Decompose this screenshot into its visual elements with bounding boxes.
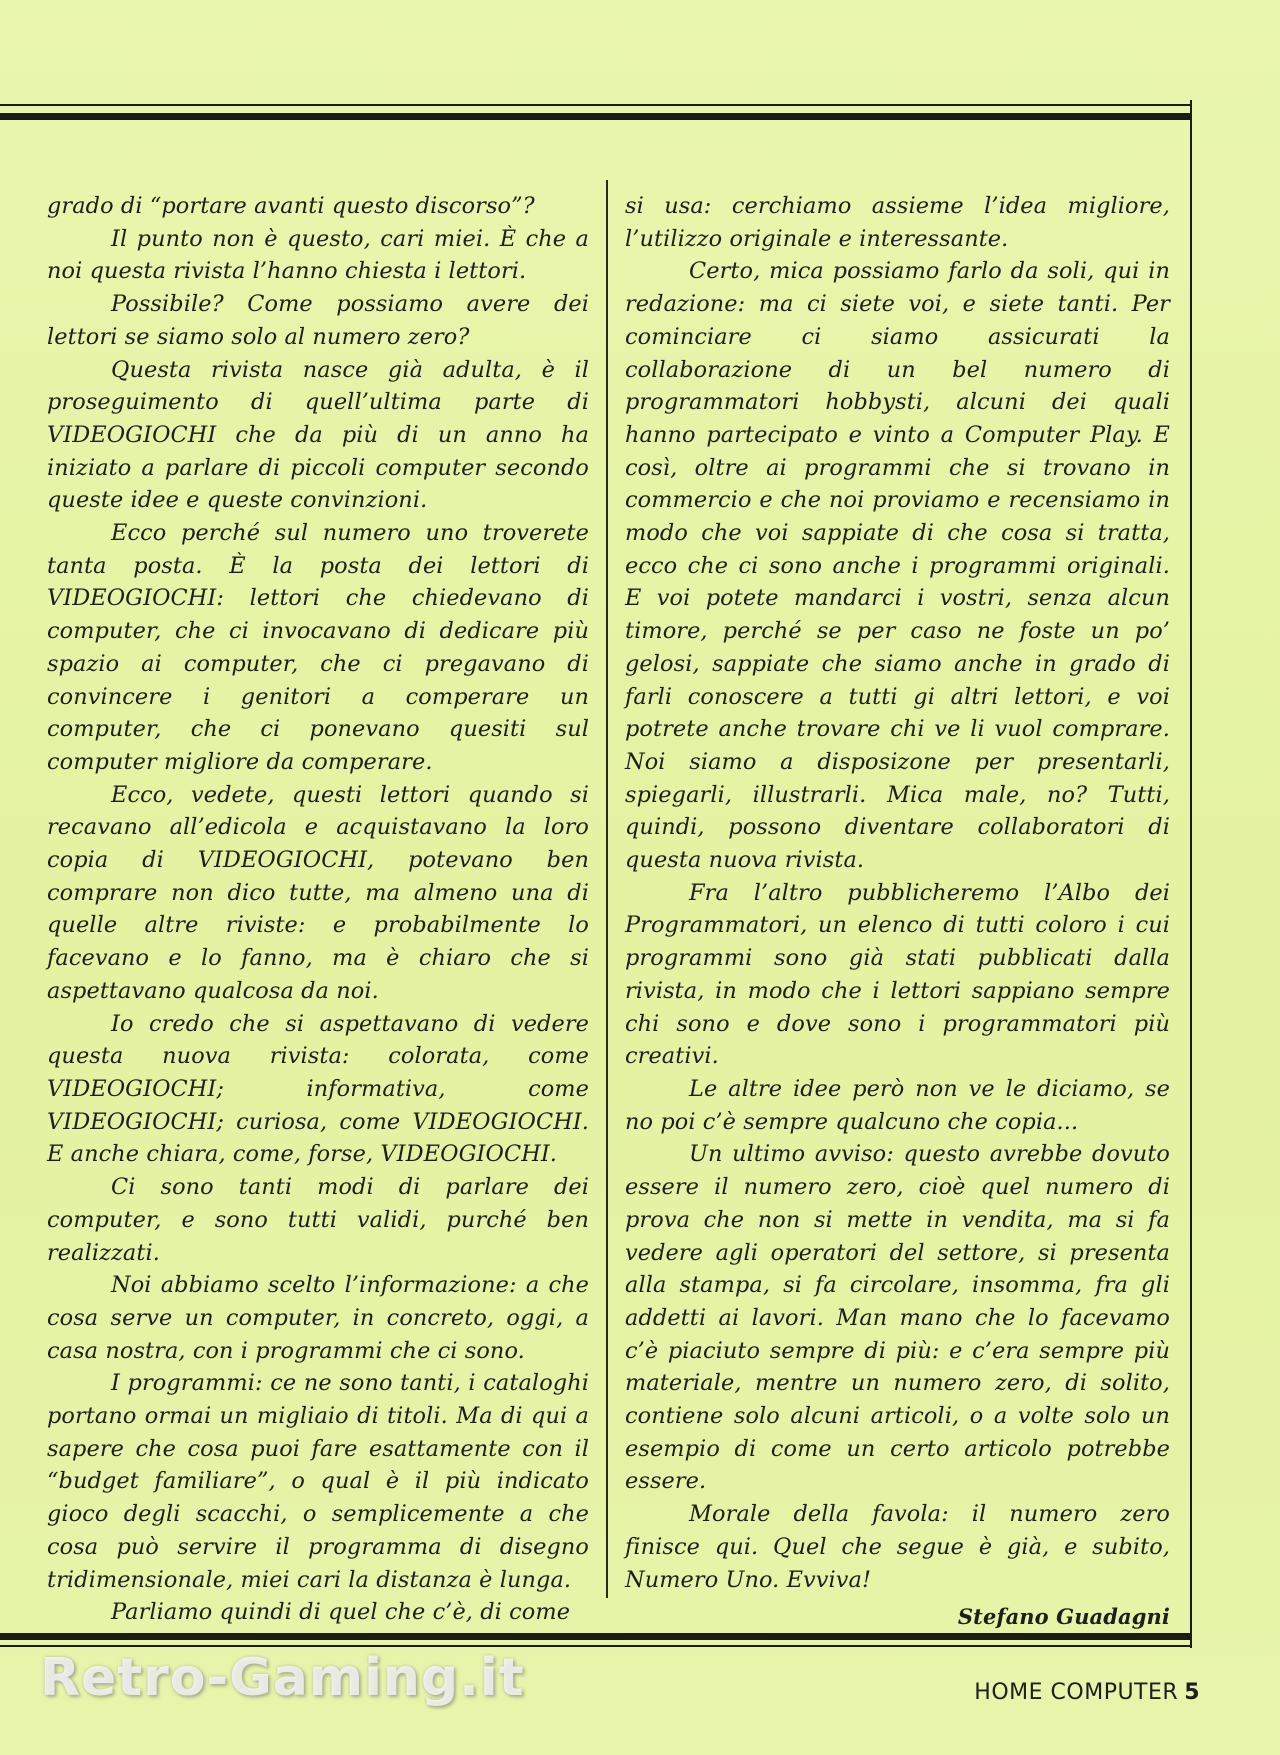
right-paragraph: Fra l’altro pubblicheremo l’Albo dei Programmatori, un elenco di tutti coloro i cui programmi sono già stati pubblicati dalla rivista, in modo che i lettori sappiano sempre chi sono e dove sono i programmatori più creativi. bbox=[625, 879, 1170, 1070]
left-paragraph: Parliamo quindi di quel che c’è, di come bbox=[111, 1599, 571, 1626]
page-footer bbox=[974, 1680, 1200, 1705]
left-paragraph: Il punto non è questo, cari miei. È che a noi questa rivista l’hanno chiesta i lettori. bbox=[47, 225, 589, 285]
right-frame-line bbox=[1190, 100, 1192, 1648]
right-paragraph: Morale della favola: il numero zero finisce qui. Quel che segue è già, e subito, Numero Uno. Evviva! bbox=[625, 1501, 1170, 1593]
left-paragraph: Io credo che si aspettavano di vedere questa nuova rivista: colorata, come VIDEOGIOCHI; informativa, come VIDEOGIOCHI; curiosa, come VIDEOGIOCHI. E anche chiara, come, forse, VIDEOGIOCHI. bbox=[47, 1010, 589, 1168]
left-paragraph: grado di “portare avanti questo discorso”? bbox=[47, 193, 535, 219]
left-paragraph: Ecco perché sul numero uno troverete tanta posta. È la posta dei lettori di VIDEOGIOCHI: lettori che chiedevano di computer, che ci invocavano di dedicare più spazio ai computer, che ci pregavano di convincere i genitori a comperare un computer, che ci ponevano quesiti sul computer migliore da comperare. bbox=[47, 520, 589, 775]
right-paragraph: Certo, mica possiamo farlo da soli, qui in redazione: ma ci siete voi, e siete tanti. Per cominciare ci siamo assicurati la collaborazione di un bel numero di programmatori hobbysti, alcuni dei quali hanno partecipato e vinto a Computer Play. E così, oltre ai programmi che si trovano in commercio e che noi proviamo e recensiamo in modo che voi sappiate di che cosa si tratta, ecco che ci sono anche i programmi originali. E voi potete mandarci i vostri, senza alcun timore, perché se per caso ne foste un po’ gelosi, sappiate che siamo anche in grado di farli conoscere a tutti gi altri lettori, e voi potrete anche trovare chi ve li vuol comprare. Noi siamo a disposizone per presentarli, spiegarli, illustrarli. Mica male, no? Tutti, quindi, possono diventare collaboratori di questa nuova rivista. bbox=[625, 258, 1170, 874]
left-paragraph: Ci sono tanti modi di parlare dei computer, e sono tutti validi, purché ben realizzati. bbox=[47, 1174, 589, 1266]
right-text-column bbox=[625, 190, 1170, 1634]
right-paragraph: Le altre idee però non ve le diciamo, se no poi c’è sempre qualcuno che copia... bbox=[625, 1075, 1170, 1135]
bottom-rule bbox=[0, 1633, 1190, 1640]
column-divider bbox=[606, 180, 608, 1598]
magazine-name: HOME COMPUTER bbox=[974, 1680, 1179, 1705]
left-paragraph: I programmi: ce ne sono tanti, i cataloghi portano ormai un migliaio di titoli. Ma di qui a sapere che cosa puoi fare esattamente con il “budget familiare”, o qual è il più indicato gioco degli scacchi, o semplicemente a che cosa può servire il programma di disegno tridimensionale, miei cari la distanza è lunga. bbox=[47, 1370, 589, 1593]
left-paragraph: Ecco, vedete, questi lettori quando si recavano all’edicola e acquistavano la loro copia di VIDEOGIOCHI, potevano ben comprare non dico tutte, ma almeno una di quelle altre riviste: e probabilmente lo facevano e lo fanno, ma è chiaro che si aspettavano qualcosa da noi. bbox=[47, 781, 589, 1004]
right-paragraph: Un ultimo avviso: questo avrebbe dovuto essere il numero zero, cioè quel numero di prova che non si mette in vendita, ma si fa vedere agli operatori del settore, si presenta alla stampa, si fa circolare, insomma, fra gli addetti ai lavori. Man mano che lo facevamo c’è piaciuto sempre di più: e c’era sempre più materiale, mentre un numero zero, di solito, contiene solo alcuni articoli, o a volte solo un esempio di come un certo articolo potrebbe essere. bbox=[625, 1141, 1170, 1495]
left-paragraph: Noi abbiamo scelto l’informazione: a che cosa serve un computer, in concreto, oggi, a casa nostra, con i programmi che ci sono. bbox=[47, 1272, 589, 1364]
page-number: 5 bbox=[1184, 1680, 1200, 1705]
left-text-column bbox=[47, 190, 589, 1629]
bottom-thin-rule bbox=[0, 1645, 1190, 1647]
watermark-logo: Retro-Gaming.it bbox=[40, 1648, 525, 1708]
author-signature: Stefano Guadagni bbox=[957, 1604, 1170, 1630]
top-rule bbox=[0, 113, 1190, 120]
right-paragraph: si usa: cerchiamo assieme l’idea migliore, l’utilizzo originale e interessante. bbox=[625, 193, 1170, 252]
left-paragraph: Questa rivista nasce già adulta, è il proseguimento di quell’ultima parte di VIDEOGIOCHI che da più di un anno ha iniziato a parlare di piccoli computer secondo queste idee e queste convinzioni. bbox=[47, 356, 589, 514]
left-paragraph: Possibile? Come possiamo avere dei lettori se siamo solo al numero zero? bbox=[47, 291, 589, 350]
top-thin-rule bbox=[0, 104, 1190, 106]
